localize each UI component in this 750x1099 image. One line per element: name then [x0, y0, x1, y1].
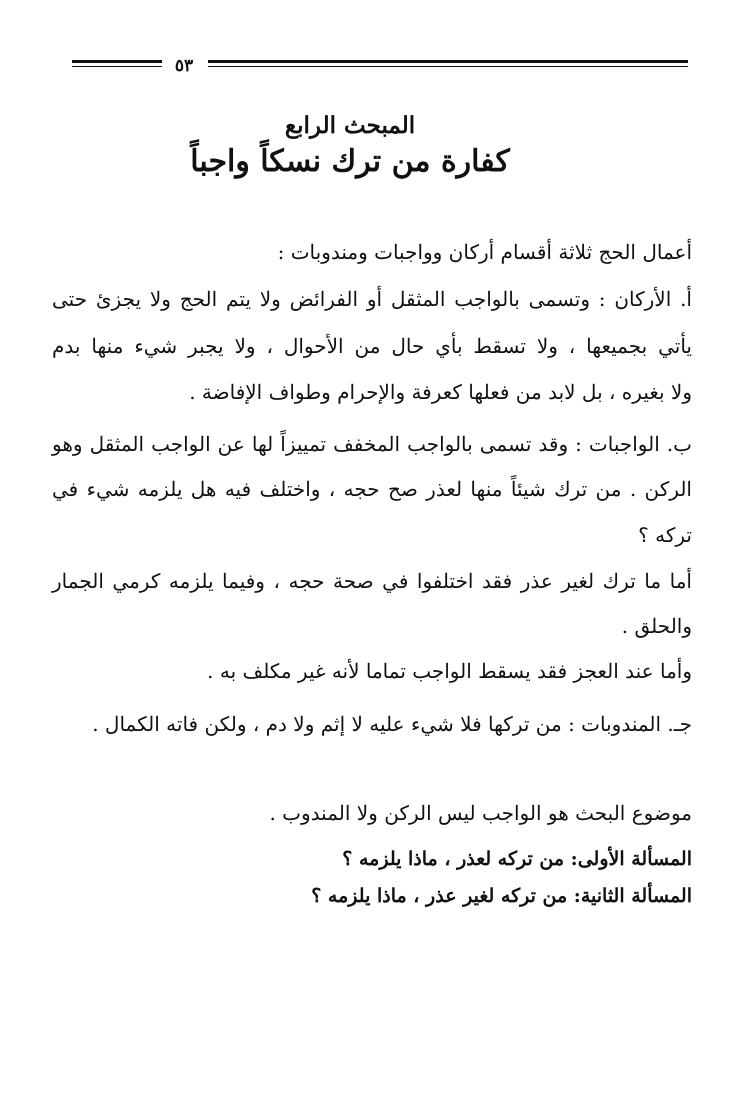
- wajib-line-5: والحلق .: [621, 614, 692, 638]
- wajib-line-4: أما ما ترك لغير عذر فقد اختلفوا في صحة حجه ، وفيما يلزمه كرمي الجمار: [52, 569, 692, 593]
- header-rule-right-thin: [208, 66, 688, 67]
- header-rule-left-thick: [72, 60, 162, 63]
- section-title: المبحث الرابع: [284, 112, 416, 139]
- header-rule-right: [208, 60, 688, 72]
- intro-line-4: ولا بغيره ، بل لابد من فعلها كعرفة والإحرام وطواف الإفاضة .: [189, 380, 692, 404]
- intro-line-2: أ. الأركان : وتسمى بالواجب المثقل أو الفرائض ولا يتم الحج ولا يجزئ حتى: [52, 287, 692, 311]
- wajib-line-2: الركن . من ترك شيئاً منها لعذر صح حجه ، واختلف فيه هل يلزمه شيء في: [52, 477, 692, 501]
- page-number: ٥٣: [174, 56, 194, 76]
- question-line-1: المسألة الأولى: من تركه لعذر ، ماذا يلزمه ؟: [342, 848, 692, 870]
- wajib-line-3: تركه ؟: [638, 523, 692, 547]
- section-subtitle: كفارة من ترك نسكاً واجباً: [190, 144, 510, 179]
- header-rule-left-thin: [72, 66, 162, 67]
- header-rule-left: [72, 60, 162, 72]
- wajib-line-1: ب. الواجبات : وقد تسمى بالواجب المخفف تمييزاً لها عن الواجب المثقل وهو: [52, 432, 692, 456]
- intro-line-1: أعمال الحج ثلاثة أقسام أركان وواجبات ومندوبات :: [277, 240, 692, 264]
- mandub-line-1: جـ. المندوبات : من تركها فلا شيء عليه لا إثم ولا دم ، ولكن فاته الكمال .: [92, 712, 692, 736]
- topic-line-1: موضوع البحث هو الواجب ليس الركن ولا المندوب .: [269, 801, 692, 825]
- intro-line-3: يأتي بجميعها ، ولا تسقط بأي حال من الأحوال ، ولا يجبر شيء منها بدم: [52, 334, 692, 358]
- wajib-line-6: وأما عند العجز فقد يسقط الواجب تماما لأنه غير مكلف به .: [207, 659, 692, 683]
- question-line-2: المسألة الثانية: من تركه لغير عذر ، ماذا يلزمه ؟: [311, 885, 692, 907]
- header-rule-right-thick: [208, 60, 688, 63]
